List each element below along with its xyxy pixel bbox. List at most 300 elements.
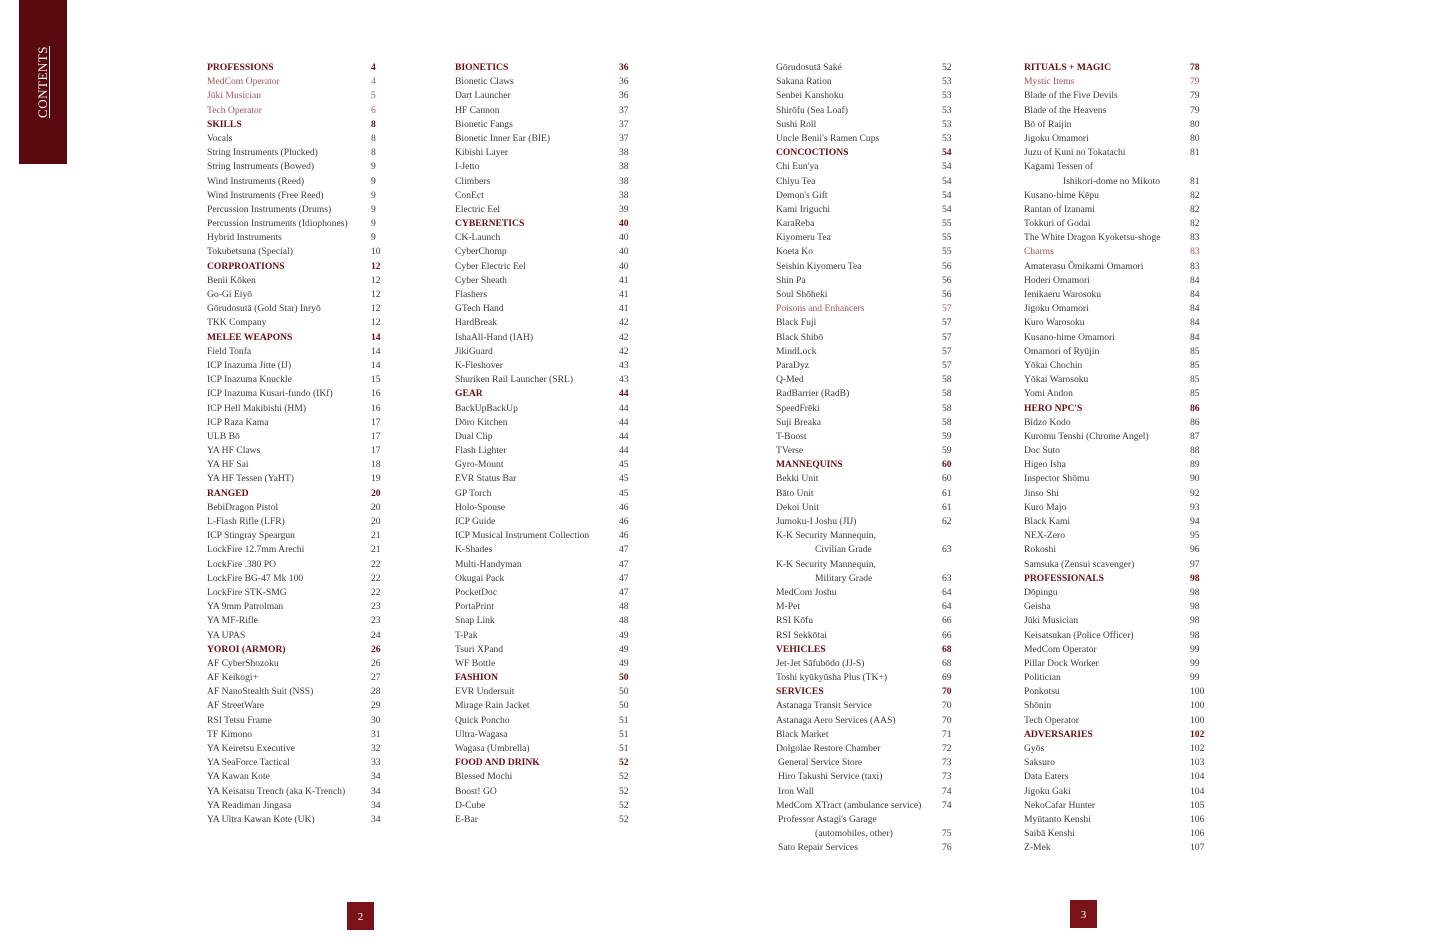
toc-entry[interactable]: [1024, 714, 1208, 728]
toc-entry-title: Tech Operator: [207, 104, 262, 116]
toc-entry[interactable]: [1024, 217, 1208, 231]
toc-entry-title: Uncle Benii's Ramen Cups: [776, 132, 880, 144]
toc-entry[interactable]: [776, 373, 960, 387]
toc-entry[interactable]: [1024, 118, 1208, 132]
toc-entry-title: Jigoku Omamori: [1024, 132, 1089, 144]
toc-entry[interactable]: [776, 501, 960, 515]
toc-entry[interactable]: [776, 543, 960, 557]
toc-section-heading[interactable]: [776, 458, 960, 472]
toc-entry[interactable]: [207, 416, 389, 430]
toc-entry[interactable]: [776, 841, 960, 855]
toc-entry-title: CORPROATIONS: [207, 260, 285, 272]
toc-entry[interactable]: [455, 402, 637, 416]
toc-entry[interactable]: [1024, 558, 1208, 572]
toc-subsection[interactable]: [207, 75, 389, 89]
toc-entry[interactable]: [455, 458, 637, 472]
toc-entry-title: YA MF-Rifle: [207, 615, 258, 627]
toc-entry[interactable]: [207, 813, 389, 827]
toc-entry-title: SpeedFrēki: [776, 402, 820, 414]
toc-entry[interactable]: [1024, 529, 1208, 543]
toc-entry-title: (automobiles, other): [815, 828, 893, 840]
toc-entry[interactable]: [207, 345, 389, 359]
toc-section-heading[interactable]: [455, 387, 637, 401]
toc-entry[interactable]: [455, 89, 637, 103]
toc-entry[interactable]: [207, 629, 389, 643]
toc-entry[interactable]: [1024, 586, 1208, 600]
toc-page-number: 32: [371, 743, 381, 754]
toc-page-number: 86: [1190, 416, 1200, 428]
toc-entry[interactable]: [776, 728, 960, 742]
toc-entry[interactable]: [1024, 501, 1208, 515]
toc-page-number: 46: [619, 530, 629, 542]
toc-section-heading[interactable]: [1024, 572, 1208, 586]
toc-section-heading[interactable]: [455, 217, 637, 231]
toc-entry[interactable]: [1024, 160, 1208, 174]
toc-entry[interactable]: [776, 657, 960, 671]
toc-entry[interactable]: [776, 785, 960, 799]
toc-section-heading[interactable]: [776, 685, 960, 699]
toc-entry[interactable]: [207, 572, 389, 586]
toc-entry[interactable]: [455, 685, 637, 699]
toc-section-heading[interactable]: [207, 118, 389, 132]
toc-entry[interactable]: [776, 75, 960, 89]
toc-entry-title: Benii Kōken: [207, 274, 256, 286]
toc-entry[interactable]: [776, 430, 960, 444]
toc-entry[interactable]: [1024, 416, 1208, 430]
toc-entry[interactable]: [1024, 770, 1208, 784]
toc-page-number: 70: [942, 686, 952, 698]
toc-entry-title: Vocals: [207, 132, 233, 144]
toc-entry[interactable]: [455, 501, 637, 515]
toc-entry[interactable]: [207, 657, 389, 671]
toc-entry-title: Kusano-hime Kēpu: [1024, 189, 1099, 201]
page-number-left: 2: [347, 902, 374, 930]
toc-entry[interactable]: [1024, 146, 1208, 160]
toc-entry[interactable]: [207, 671, 389, 685]
toc-page-number: 44: [619, 445, 629, 457]
toc-entry[interactable]: [1024, 387, 1208, 401]
toc-entry[interactable]: [1024, 373, 1208, 387]
toc-entry-title: M-Pet: [776, 601, 800, 613]
toc-entry[interactable]: [207, 742, 389, 756]
toc-entry[interactable]: [776, 402, 960, 416]
toc-entry[interactable]: [1024, 685, 1208, 699]
toc-entry-title: Ishikori-dome no Mikoto: [1063, 175, 1160, 187]
toc-entry[interactable]: [455, 643, 637, 657]
toc-page-number: 87: [1190, 430, 1200, 442]
toc-section-heading[interactable]: [776, 146, 960, 160]
toc-page-number: 24: [371, 629, 381, 641]
toc-page-number: 49: [619, 629, 629, 641]
toc-entry[interactable]: [1024, 813, 1208, 827]
toc-entry[interactable]: [455, 813, 637, 827]
toc-entry-title: Iron Wall: [778, 785, 815, 797]
toc-entry[interactable]: [455, 359, 637, 373]
toc-entry[interactable]: [455, 75, 637, 89]
toc-entry[interactable]: [776, 813, 960, 827]
toc-entry[interactable]: [776, 387, 960, 401]
toc-entry[interactable]: [207, 132, 389, 146]
toc-entry-title: Charms: [1024, 246, 1054, 258]
toc-entry[interactable]: [455, 260, 637, 274]
toc-entry[interactable]: [776, 160, 960, 174]
toc-entry[interactable]: [776, 799, 960, 813]
toc-entry[interactable]: [776, 714, 960, 728]
toc-entry[interactable]: [455, 444, 637, 458]
toc-entry[interactable]: [776, 416, 960, 430]
toc-entry[interactable]: [455, 657, 637, 671]
toc-entry[interactable]: [455, 203, 637, 217]
toc-entry[interactable]: [455, 316, 637, 330]
toc-entry[interactable]: [776, 572, 960, 586]
toc-section-heading[interactable]: [455, 756, 637, 770]
toc-entry[interactable]: [776, 756, 960, 770]
toc-entry[interactable]: [455, 558, 637, 572]
toc-entry[interactable]: [1024, 472, 1208, 486]
toc-page-number: 84: [1190, 331, 1200, 343]
toc-entry[interactable]: [1024, 203, 1208, 217]
toc-entry[interactable]: [455, 331, 637, 345]
toc-entry[interactable]: [776, 274, 960, 288]
toc-entry-title: Gōrudosutā (Gold Star) Inryō: [207, 303, 321, 315]
toc-entry[interactable]: [455, 472, 637, 486]
toc-entry[interactable]: [776, 89, 960, 103]
toc-entry[interactable]: [776, 742, 960, 756]
toc-section-heading[interactable]: [1024, 728, 1208, 742]
toc-page-number: 52: [619, 785, 629, 797]
toc-entry[interactable]: [776, 345, 960, 359]
toc-subsection[interactable]: [1024, 245, 1208, 259]
toc-entry[interactable]: [455, 104, 637, 118]
toc-entry[interactable]: [207, 316, 389, 330]
toc-entry-title: Seishin Kiyomeru Tea: [776, 260, 862, 272]
toc-entry[interactable]: [1024, 487, 1208, 501]
toc-entry[interactable]: [776, 288, 960, 302]
toc-entry[interactable]: [207, 458, 389, 472]
toc-entry[interactable]: [455, 160, 637, 174]
toc-page-number: 103: [1190, 757, 1205, 769]
toc-page-number: 57: [942, 345, 952, 357]
toc-entry[interactable]: [1024, 756, 1208, 770]
toc-entry[interactable]: [776, 472, 960, 486]
toc-entry-title: Snap Link: [455, 615, 495, 627]
toc-section-heading[interactable]: [207, 331, 389, 345]
toc-entry[interactable]: [776, 699, 960, 713]
toc-section-heading[interactable]: [207, 260, 389, 274]
toc-entry[interactable]: [1024, 359, 1208, 373]
toc-entry-title: RITUALS + MAGIC: [1024, 62, 1112, 73]
toc-entry[interactable]: [207, 614, 389, 628]
toc-entry[interactable]: [207, 714, 389, 728]
toc-entry-title: Bekki Unit: [776, 473, 819, 485]
toc-entry[interactable]: [776, 217, 960, 231]
toc-entry[interactable]: [455, 785, 637, 799]
toc-entry[interactable]: [207, 529, 389, 543]
toc-entry[interactable]: [1024, 189, 1208, 203]
toc-entry[interactable]: [1024, 841, 1208, 855]
toc-entry[interactable]: [207, 444, 389, 458]
toc-entry[interactable]: [1024, 175, 1208, 189]
toc-entry[interactable]: [207, 231, 389, 245]
toc-entry[interactable]: [776, 260, 960, 274]
toc-entry[interactable]: [455, 288, 637, 302]
toc-page-number: 71: [942, 728, 952, 740]
toc-entry[interactable]: [1024, 458, 1208, 472]
toc-entry[interactable]: [455, 770, 637, 784]
toc-entry[interactable]: [207, 785, 389, 799]
toc-entry[interactable]: [207, 146, 389, 160]
toc-entry[interactable]: [1024, 827, 1208, 841]
toc-entry[interactable]: [776, 444, 960, 458]
toc-page-number: 34: [371, 799, 381, 811]
toc-entry[interactable]: [207, 160, 389, 174]
toc-entry[interactable]: [1024, 231, 1208, 245]
toc-entry[interactable]: [776, 118, 960, 132]
toc-entry-title: MindLock: [776, 345, 817, 357]
toc-entry-title: Soul Shōheki: [776, 289, 828, 300]
toc-entry[interactable]: [1024, 699, 1208, 713]
toc-page-number: 14: [371, 331, 381, 343]
toc-entry[interactable]: [776, 61, 960, 75]
toc-entry[interactable]: [1024, 274, 1208, 288]
toc-entry[interactable]: [776, 189, 960, 203]
toc-section-heading[interactable]: [776, 643, 960, 657]
toc-entry[interactable]: [455, 529, 637, 543]
toc-entry[interactable]: [776, 586, 960, 600]
toc-entry[interactable]: [455, 515, 637, 529]
toc-entry-title: LockFire BG-47 Mk 100: [207, 572, 304, 584]
toc-entry[interactable]: [776, 529, 960, 543]
toc-section-heading[interactable]: [207, 643, 389, 657]
toc-entry[interactable]: [455, 728, 637, 742]
toc-page-number: 17: [371, 430, 381, 442]
toc-entry[interactable]: [207, 728, 389, 742]
toc-subsection[interactable]: [207, 89, 389, 103]
toc-entry[interactable]: [776, 231, 960, 245]
toc-entry-title: Shōnin: [1024, 700, 1052, 712]
toc-entry[interactable]: [1024, 345, 1208, 359]
toc-entry[interactable]: [207, 373, 389, 387]
toc-entry[interactable]: [455, 572, 637, 586]
toc-entry[interactable]: [455, 600, 637, 614]
toc-page-number: 26: [371, 643, 381, 655]
toc-page-number: 88: [1190, 445, 1200, 457]
toc-entry[interactable]: [455, 373, 637, 387]
toc-entry[interactable]: [776, 359, 960, 373]
toc-entry[interactable]: [455, 132, 637, 146]
toc-entry[interactable]: [1024, 600, 1208, 614]
toc-entry[interactable]: [1024, 785, 1208, 799]
toc-entry[interactable]: [1024, 260, 1208, 274]
toc-page-number: 46: [619, 501, 629, 513]
toc-entry[interactable]: [776, 671, 960, 685]
toc-entry[interactable]: [207, 189, 389, 203]
toc-entry[interactable]: [1024, 614, 1208, 628]
toc-page-number: 81: [1190, 147, 1200, 159]
toc-entry[interactable]: [1024, 543, 1208, 557]
toc-subsection[interactable]: [207, 104, 389, 118]
toc-page-number: 55: [942, 232, 952, 244]
toc-entry-title: ADVERSARIES: [1024, 728, 1093, 740]
toc-entry[interactable]: [1024, 515, 1208, 529]
toc-entry[interactable]: [207, 359, 389, 373]
toc-section-heading[interactable]: [207, 61, 389, 75]
toc-entry[interactable]: [207, 302, 389, 316]
toc-entry[interactable]: [455, 146, 637, 160]
toc-entry[interactable]: [455, 416, 637, 430]
toc-entry[interactable]: [1024, 657, 1208, 671]
toc-entry-title: Higeo Isha: [1024, 459, 1066, 471]
toc-entry[interactable]: [207, 472, 389, 486]
toc-section-heading[interactable]: [207, 487, 389, 501]
toc-entry[interactable]: [1024, 742, 1208, 756]
toc-page-number: 29: [371, 700, 381, 712]
toc-entry[interactable]: [455, 586, 637, 600]
toc-page-number: 47: [619, 544, 629, 556]
toc-entry[interactable]: [207, 799, 389, 813]
toc-entry[interactable]: [776, 770, 960, 784]
toc-entry[interactable]: [455, 714, 637, 728]
toc-entry-title: AF CyberShozoku: [207, 657, 279, 669]
toc-entry[interactable]: [207, 501, 389, 515]
toc-entry-title: Pillar Dock Worker: [1024, 657, 1099, 669]
toc-entry-title: K-K Security Mannequin,: [776, 558, 876, 570]
toc-section-heading[interactable]: [1024, 61, 1208, 75]
toc-page-number: 20: [371, 516, 381, 527]
toc-entry-title: Toshi kyūkyūsha Plus (TK+): [776, 672, 888, 684]
toc-entry[interactable]: [1024, 331, 1208, 345]
toc-entry-title: SERVICES: [776, 686, 824, 698]
toc-entry[interactable]: [455, 430, 637, 444]
toc-entry[interactable]: [207, 175, 389, 189]
toc-entry[interactable]: [207, 770, 389, 784]
toc-entry[interactable]: [1024, 430, 1208, 444]
toc-entry[interactable]: [207, 558, 389, 572]
toc-section-heading[interactable]: [455, 61, 637, 75]
toc-page-number: 83: [1190, 260, 1200, 272]
toc-entry-title: Z-Mek: [1024, 842, 1051, 854]
toc-entry[interactable]: [1024, 643, 1208, 657]
toc-page-number: 17: [371, 416, 381, 428]
toc-entry[interactable]: [207, 274, 389, 288]
toc-entry[interactable]: [207, 756, 389, 770]
toc-entry[interactable]: [207, 543, 389, 557]
toc-section-heading[interactable]: [1024, 402, 1208, 416]
toc-entry[interactable]: [1024, 302, 1208, 316]
toc-entry[interactable]: [1024, 89, 1208, 103]
toc-page-number: 106: [1190, 828, 1205, 840]
toc-entry[interactable]: [776, 316, 960, 330]
toc-entry[interactable]: [776, 827, 960, 841]
toc-entry[interactable]: [776, 104, 960, 118]
toc-entry[interactable]: [1024, 629, 1208, 643]
toc-entry-title: YA SeaForce Tactical: [207, 757, 290, 769]
toc-subsection[interactable]: [1024, 75, 1208, 89]
toc-page-number: 26: [371, 657, 381, 669]
toc-entry[interactable]: [776, 600, 960, 614]
toc-entry[interactable]: [776, 245, 960, 259]
toc-entry[interactable]: [207, 586, 389, 600]
toc-entry[interactable]: [455, 189, 637, 203]
toc-entry[interactable]: [207, 203, 389, 217]
toc-page-number: 79: [1190, 90, 1200, 102]
toc-page-number: 82: [1190, 218, 1200, 230]
toc-entry[interactable]: [207, 217, 389, 231]
toc-entry[interactable]: [207, 288, 389, 302]
toc-entry-title: MedCom XTract (ambulance service): [776, 799, 922, 811]
toc-entry[interactable]: [1024, 316, 1208, 330]
toc-section-heading[interactable]: [455, 671, 637, 685]
toc-entry[interactable]: [207, 600, 389, 614]
toc-page-number: 6: [371, 104, 376, 116]
toc-page-number: 58: [942, 402, 952, 414]
toc-page-number: 47: [619, 572, 629, 584]
toc-entry[interactable]: [1024, 444, 1208, 458]
toc-page-number: 63: [942, 544, 952, 556]
toc-entry-title: JikiGuard: [455, 345, 493, 357]
toc-entry[interactable]: [455, 175, 637, 189]
toc-entry[interactable]: [1024, 132, 1208, 146]
toc-entry[interactable]: [455, 245, 637, 259]
toc-entry[interactable]: [207, 245, 389, 259]
toc-page-number: 82: [1190, 189, 1200, 201]
toc-entry[interactable]: [455, 345, 637, 359]
toc-entry[interactable]: [207, 685, 389, 699]
toc-entry[interactable]: [207, 699, 389, 713]
toc-entry[interactable]: [455, 614, 637, 628]
toc-entry[interactable]: [776, 558, 960, 572]
toc-entry[interactable]: [455, 699, 637, 713]
toc-entry[interactable]: [455, 543, 637, 557]
toc-entry-title: Rokoshi: [1024, 544, 1056, 556]
toc-entry[interactable]: [776, 175, 960, 189]
toc-entry-title: Jigoku Omamori: [1024, 303, 1089, 315]
toc-page-number: 37: [619, 118, 629, 130]
toc-page-number: 46: [619, 516, 629, 527]
toc-entry[interactable]: [207, 387, 389, 401]
toc-page-number: 36: [619, 62, 629, 73]
toc-entry[interactable]: [455, 274, 637, 288]
toc-entry[interactable]: [776, 629, 960, 643]
toc-page-number: 14: [371, 359, 381, 371]
toc-entry[interactable]: [776, 487, 960, 501]
toc-entry[interactable]: [455, 302, 637, 316]
toc-entry[interactable]: [455, 231, 637, 245]
toc-entry[interactable]: [455, 629, 637, 643]
toc-page-number: [1190, 160, 1208, 174]
toc-entry[interactable]: [776, 132, 960, 146]
toc-entry[interactable]: [455, 118, 637, 132]
toc-entry[interactable]: [1024, 799, 1208, 813]
toc-entry-title: HardBreak: [455, 317, 498, 329]
toc-entry[interactable]: [455, 487, 637, 501]
toc-entry[interactable]: [455, 742, 637, 756]
toc-subsection[interactable]: [776, 302, 960, 316]
toc-entry[interactable]: [776, 515, 960, 529]
toc-entry[interactable]: [207, 402, 389, 416]
toc-entry[interactable]: [776, 614, 960, 628]
toc-entry[interactable]: [776, 203, 960, 217]
toc-entry[interactable]: [1024, 671, 1208, 685]
toc-entry-title: Ponkotsu: [1024, 686, 1060, 698]
toc-entry[interactable]: [207, 430, 389, 444]
contents-tab[interactable]: [19, 0, 67, 164]
toc-entry[interactable]: [1024, 104, 1208, 118]
toc-entry[interactable]: [455, 799, 637, 813]
toc-entry[interactable]: [776, 331, 960, 345]
toc-entry[interactable]: [1024, 288, 1208, 302]
toc-entry[interactable]: [207, 515, 389, 529]
